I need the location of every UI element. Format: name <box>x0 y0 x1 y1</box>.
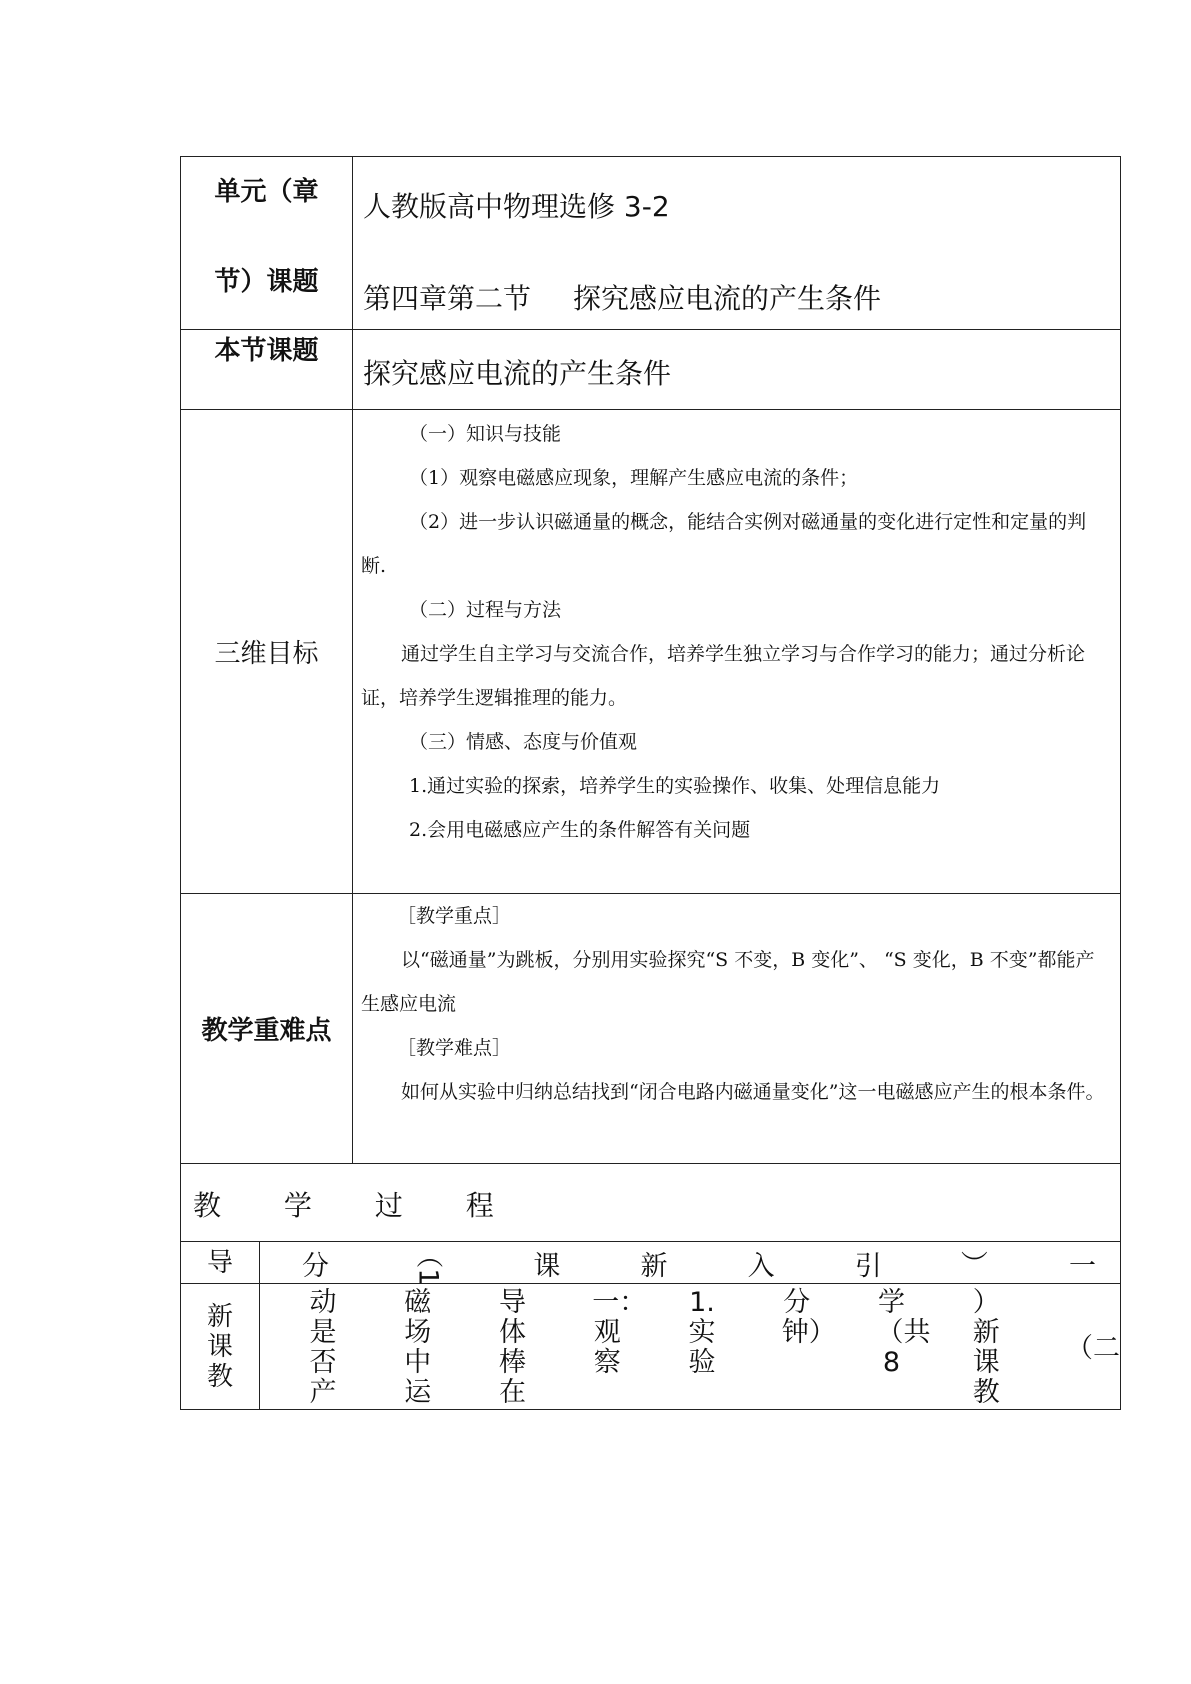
goal-item: 2.会用电磁感应产生的条件解答有关问题 <box>409 819 751 841</box>
keypoints-label-cell <box>181 894 353 1164</box>
intro-cell: 新 <box>640 1251 668 1282</box>
intro-cell: 入 <box>747 1251 775 1282</box>
process-char: 学 <box>283 1189 314 1222</box>
keypoints-content-cell <box>353 894 1121 1164</box>
lesson-plan-table <box>180 156 1121 1410</box>
goal-item: 1.通过实验的探索，培养学生的实验操作、收集、处理信息能力 <box>409 775 941 797</box>
keypoints-row <box>181 894 1121 1164</box>
intro-content-cell <box>260 1242 1121 1284</box>
goal-heading-1: （一）知识与技能 <box>409 423 562 445</box>
new-lesson-content-cell <box>260 1284 1121 1410</box>
goals-content-cell <box>353 410 1121 894</box>
unit-label-line2: 节）课题 <box>214 267 319 297</box>
process-char: 过 <box>374 1189 405 1222</box>
vertical-text-col: ）新课教 <box>972 1287 1000 1408</box>
intro-cell: ） <box>956 1250 988 1277</box>
key-heading: ［教学重点］ <box>397 905 512 927</box>
vertical-text-col: 1.实验 <box>688 1287 716 1378</box>
section-row <box>181 330 1121 410</box>
section-topic: 探究感应电流的产生条件 <box>363 357 672 390</box>
unit-label-cell <box>181 157 353 330</box>
difficulty-text: 如何从实验中归纳总结找到“闭合电路内磁通量变化”这一电磁感应产生的根本条件。 <box>401 1081 1105 1103</box>
goals-label-cell <box>181 410 353 894</box>
vertical-text-col: （二 <box>1066 1333 1120 1364</box>
difficulty-heading: ［教学难点］ <box>397 1037 512 1059</box>
goals-label: 三维目标 <box>214 639 319 669</box>
section-label-cell <box>181 330 353 410</box>
chapter-number: 第四章第二节 <box>363 282 532 315</box>
unit-title-cell <box>353 157 1121 330</box>
process-char: 教 <box>193 1189 224 1222</box>
intro-cell: 课 <box>533 1251 561 1282</box>
chapter-name: 探究感应电流的产生条件 <box>573 282 882 315</box>
process-char: 程 <box>465 1189 496 1222</box>
unit-row <box>181 157 1121 330</box>
new-lesson-label-cell <box>181 1284 260 1410</box>
vertical-text-col: 导体棒在 <box>499 1287 526 1408</box>
chapter-title <box>353 225 1120 317</box>
new-lesson-label: 新课教 <box>206 1302 233 1392</box>
intro-cell: 一 <box>1068 1251 1096 1282</box>
section-value-cell <box>353 330 1121 410</box>
intro-cell: 分 <box>302 1251 329 1282</box>
intro-label: 导 <box>206 1248 233 1278</box>
key-text: 以“磁通量”为跳板，分别用实验探究“S 不变，B 变化”、 “S 变化，B 不变”都能产生感应电流 <box>361 949 1095 1015</box>
goal-item: （2）进一步认识磁通量的概念，能结合实例对磁通量的变化进行定性和定量的判断. <box>361 511 1087 577</box>
new-lesson-row <box>181 1284 1121 1410</box>
goal-item: 通过学生自主学习与交流合作，培养学生独立学习与合作学习的能力；通过分析论证，培养学生逻辑推理的能力。 <box>361 643 1086 709</box>
process-title-cell <box>181 1164 1121 1242</box>
keypoints-label: 教学重难点 <box>201 1016 332 1046</box>
process-title-row <box>181 1164 1121 1242</box>
vertical-text-col: 学（共8 <box>876 1287 931 1378</box>
intro-cell: 引 <box>854 1251 882 1282</box>
vertical-text-col: 动是否产 <box>309 1287 337 1408</box>
process-title <box>181 1164 1120 1224</box>
section-label: 本节课题 <box>214 336 319 366</box>
intro-row <box>181 1242 1121 1284</box>
vertical-text-col: 磁场中运 <box>404 1287 432 1408</box>
goals-row <box>181 410 1121 894</box>
intro-label-cell <box>181 1242 260 1284</box>
unit-label-line1: 单元（章 <box>214 177 319 207</box>
goal-item: （1）观察电磁感应现象，理解产生感应电流的条件； <box>409 467 859 489</box>
vertical-text-col: 一：观察 <box>592 1287 647 1378</box>
unit-title: 人教版高中物理选修 3-2 <box>363 190 670 223</box>
intro-cell: （1 <box>412 1241 444 1286</box>
goal-heading-2: （二）过程与方法 <box>409 599 562 621</box>
vertical-text-col: 分钟） <box>781 1287 836 1348</box>
goal-heading-3: （三）情感、态度与价值观 <box>409 731 638 753</box>
